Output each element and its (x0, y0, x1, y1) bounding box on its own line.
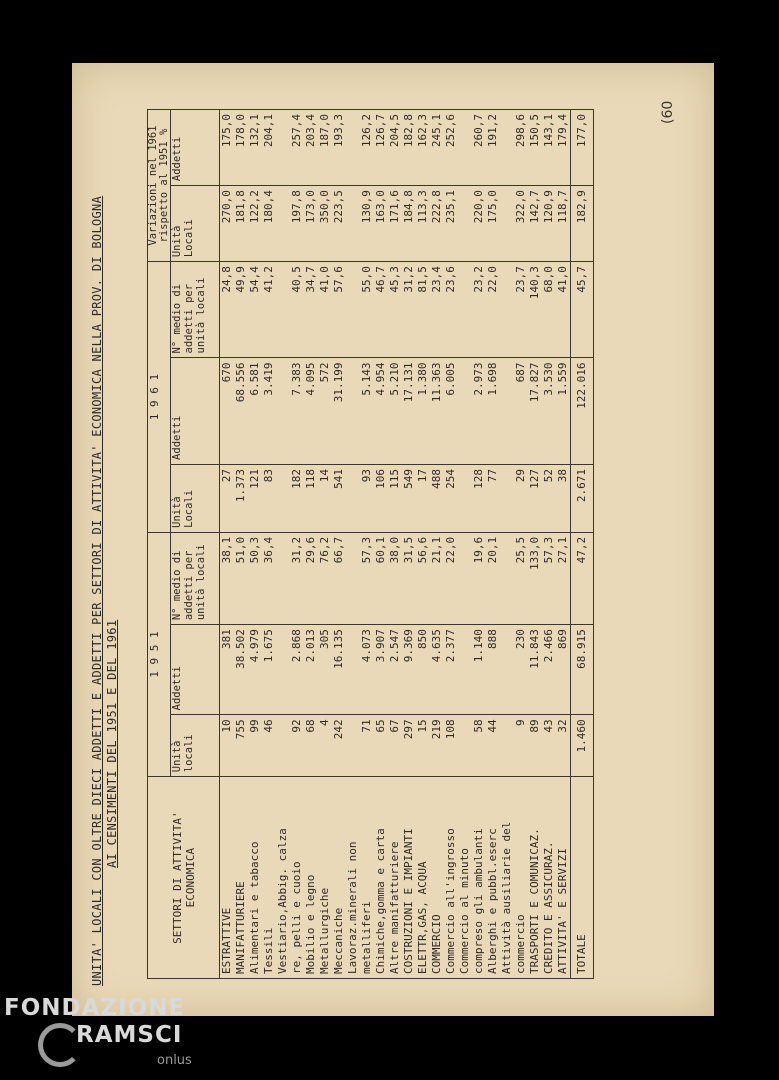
cell-va: 204,5 (388, 110, 402, 186)
cell-m61: 31,2 (402, 262, 416, 358)
cell-a61: 3.530 (542, 358, 556, 464)
data-table (147, 109, 594, 979)
cell-a61: 6.005 (444, 358, 458, 464)
page-note: (60 (660, 100, 676, 124)
sector-label: Metallurgiche (318, 777, 332, 979)
cell-u51: 9 (514, 715, 528, 777)
col-addetti-51: Addetti (171, 625, 220, 715)
document-page (72, 63, 714, 1016)
cell-u61: 115 (388, 464, 402, 532)
cell-va (346, 110, 360, 186)
cell-va: 191,2 (486, 110, 500, 186)
cell-m61: 23,2 (472, 262, 486, 358)
cell-vu: 197,8 (290, 186, 304, 262)
cell-u61: 549 (402, 464, 416, 532)
cell-va: 178,0 (234, 110, 248, 186)
sector-label: re, pelli e cuoio (290, 777, 304, 979)
cell-vu: 163,0 (374, 186, 388, 262)
cell-m61: 23,6 (444, 262, 458, 358)
cell-u61: 52 (542, 464, 556, 532)
col-medio-51: N° medio di addetti per unità locali (171, 532, 220, 624)
cell-vu: 130,9 (360, 186, 374, 262)
title-line-2: AI CENSIMENTI DEL 1951 E DEL 1961 (105, 619, 119, 868)
cell-a61: 4.095 (304, 358, 318, 464)
cell-m51 (346, 532, 360, 624)
table-row (388, 110, 402, 979)
cell-va: 132,1 (248, 110, 262, 186)
cell-va: 260,7 (472, 110, 486, 186)
table-body (220, 110, 571, 979)
table-row (514, 110, 528, 979)
sector-label: Lavoraz.minerali non (346, 777, 360, 979)
cell-vu: 350,0 (318, 186, 332, 262)
sector-label: Tessili (262, 777, 276, 979)
cell-u51: 65 (374, 715, 388, 777)
cell-u61: 254 (444, 464, 458, 532)
cell-a51: 381 (220, 625, 235, 715)
cell-vu: 118,7 (556, 186, 571, 262)
cell-va: 298,6 (514, 110, 528, 186)
table-row (276, 110, 290, 979)
table-row (416, 110, 430, 979)
cell-u61: 83 (262, 464, 276, 532)
cell-a61: 670 (220, 358, 235, 464)
cell-m51: 27,1 (556, 532, 571, 624)
cell-m61: 41,0 (318, 262, 332, 358)
cell-u51: 108 (444, 715, 458, 777)
cell-m61: 40,5 (290, 262, 304, 358)
header-variations: Variazioni nel 1961 rispetto al 1951 % (148, 110, 171, 262)
cell-va: 245,1 (430, 110, 444, 186)
table-row (374, 110, 388, 979)
cell-a51: 2.013 (304, 625, 318, 715)
sector-label: ELETTR,GAS, ACQUA (416, 777, 430, 979)
table-row (556, 110, 571, 979)
cell-u61: 127 (528, 464, 542, 532)
cell-a61 (346, 358, 360, 464)
cell-m51: 31,2 (290, 532, 304, 624)
sector-label: metalliferi (360, 777, 374, 979)
cell-a61: 17.827 (528, 358, 542, 464)
cell-u51 (458, 715, 472, 777)
cell-u61: 488 (430, 464, 444, 532)
total-u61: 2.671 (571, 464, 594, 532)
cell-u51: 71 (360, 715, 374, 777)
cell-va (458, 110, 472, 186)
cell-va: 143,1 (542, 110, 556, 186)
total-vu: 182,9 (571, 186, 594, 262)
sector-label: commercio (514, 777, 528, 979)
cell-vu: 173,0 (304, 186, 318, 262)
cell-m51 (276, 532, 290, 624)
cell-m51: 36,4 (262, 532, 276, 624)
cell-va: 179,4 (556, 110, 571, 186)
cell-u51: 99 (248, 715, 262, 777)
cell-a51: 2.466 (542, 625, 556, 715)
cell-a61: 6.581 (248, 358, 262, 464)
cell-u51: 755 (234, 715, 248, 777)
cell-m61: 55,0 (360, 262, 374, 358)
cell-vu: 181,8 (234, 186, 248, 262)
cell-m61: 46,7 (374, 262, 388, 358)
col-addetti-61: Addetti (171, 358, 220, 464)
cell-a61: 68.556 (234, 358, 248, 464)
sector-label: Alberghi e pubbl.eserc (486, 777, 500, 979)
table-row (304, 110, 318, 979)
cell-va (500, 110, 514, 186)
cell-m51: 133,0 (528, 532, 542, 624)
cell-u51: 4 (318, 715, 332, 777)
cell-u51 (346, 715, 360, 777)
header-year-1951: 1 9 5 1 (148, 532, 171, 776)
cell-m61: 34,7 (304, 262, 318, 358)
cell-m61: 54,4 (248, 262, 262, 358)
cell-a51: 1.140 (472, 625, 486, 715)
cell-m61: 23,4 (430, 262, 444, 358)
total-row (571, 110, 594, 979)
cell-u61 (500, 464, 514, 532)
cell-vu: 322,0 (514, 186, 528, 262)
cell-a61: 4.954 (374, 358, 388, 464)
logo-text-onlus: onlus (157, 1053, 192, 1068)
cell-a61: 17.131 (402, 358, 416, 464)
cell-va: 175,0 (220, 110, 235, 186)
cell-u61: 27 (220, 464, 235, 532)
table-row (402, 110, 416, 979)
cell-m61 (500, 262, 514, 358)
cell-a61 (276, 358, 290, 464)
header-sector: SETTORI DI ATTIVITA' ECONOMICA (148, 777, 220, 979)
cell-m61: 49,9 (234, 262, 248, 358)
cell-m61: 81,5 (416, 262, 430, 358)
cell-a51: 305 (318, 625, 332, 715)
cell-a51: 888 (486, 625, 500, 715)
sector-label: Commercio al minuto (458, 777, 472, 979)
cell-vu: 120,9 (542, 186, 556, 262)
sector-label: COMMERCIO (430, 777, 444, 979)
cell-m51: 56,6 (416, 532, 430, 624)
cell-a51: 869 (556, 625, 571, 715)
sector-label: compreso gli ambulanti (472, 777, 486, 979)
cell-a61: 31.199 (332, 358, 346, 464)
cell-m51: 29,6 (304, 532, 318, 624)
cell-va: 150,5 (528, 110, 542, 186)
logo-text-gramsci: RAMSCI (76, 1022, 183, 1048)
cell-u61 (276, 464, 290, 532)
title-line-1: UNITA' LOCALI CON OLTRE DIECI ADDETTI E ADDETTI PER SETTORI DI ATTIVITA' ECONOMICA NELLA PROV. DI BOLOGNA (90, 195, 104, 986)
table-row (220, 110, 235, 979)
cell-u61: 106 (374, 464, 388, 532)
cell-a61: 1.380 (416, 358, 430, 464)
sector-label: Meccaniche (332, 777, 346, 979)
cell-vu: 222,8 (430, 186, 444, 262)
cell-a61: 7.383 (290, 358, 304, 464)
cell-m51: 76,2 (318, 532, 332, 624)
cell-m51: 25,5 (514, 532, 528, 624)
cell-vu: 171,6 (388, 186, 402, 262)
sector-label: Vestiario,Abbig. calza (276, 777, 290, 979)
table-row (486, 110, 500, 979)
cell-u51: 89 (528, 715, 542, 777)
cell-vu (276, 186, 290, 262)
table-row (360, 110, 374, 979)
cell-m51: 51,0 (234, 532, 248, 624)
cell-u61: 128 (472, 464, 486, 532)
cell-u51: 32 (556, 715, 571, 777)
cell-u51: 67 (388, 715, 402, 777)
cell-u51: 10 (220, 715, 235, 777)
table-row (346, 110, 360, 979)
cell-m61: 68,0 (542, 262, 556, 358)
sector-label: TRASPORTI E COMUNICAZ. (528, 777, 542, 979)
sector-label: CREDITO E ASSICURAZ. (542, 777, 556, 979)
logo-text-fondazione: FONDAZIONE (4, 995, 186, 1021)
cell-vu (346, 186, 360, 262)
cell-u51 (500, 715, 514, 777)
cell-a61: 5.210 (388, 358, 402, 464)
table-row (332, 110, 346, 979)
cell-u51: 92 (290, 715, 304, 777)
cell-u61 (346, 464, 360, 532)
total-va: 177,0 (571, 110, 594, 186)
cell-m61: 45,3 (388, 262, 402, 358)
col-var-addetti: Addetti (171, 110, 220, 186)
cell-m61 (346, 262, 360, 358)
cell-u61 (458, 464, 472, 532)
cell-a61 (458, 358, 472, 464)
table-row (318, 110, 332, 979)
cell-a61: 5.143 (360, 358, 374, 464)
cell-m61: 57,6 (332, 262, 346, 358)
cell-vu: 220,0 (472, 186, 486, 262)
cell-m61: 23,7 (514, 262, 528, 358)
cell-a61: 572 (318, 358, 332, 464)
cell-va: 204,1 (262, 110, 276, 186)
table-row (248, 110, 262, 979)
sector-label: Alimentari e tabacco (248, 777, 262, 979)
cell-a51: 850 (416, 625, 430, 715)
cell-a51: 2.547 (388, 625, 402, 715)
cell-u61: 29 (514, 464, 528, 532)
cell-a51: 2.377 (444, 625, 458, 715)
fondazione-gramsci-logo (0, 995, 220, 1080)
cell-vu (500, 186, 514, 262)
cell-m51: 66,7 (332, 532, 346, 624)
cell-u61: 121 (248, 464, 262, 532)
cell-m51: 22,0 (444, 532, 458, 624)
cell-u61: 118 (304, 464, 318, 532)
total-a61: 122.016 (571, 358, 594, 464)
cell-va: 252,6 (444, 110, 458, 186)
cell-va: 193,3 (332, 110, 346, 186)
header-year-1961: 1 9 6 1 (148, 262, 171, 533)
table-row (528, 110, 542, 979)
cell-m51: 60,1 (374, 532, 388, 624)
cell-u51: 46 (262, 715, 276, 777)
cell-vu: 235,1 (444, 186, 458, 262)
cell-a51 (458, 625, 472, 715)
cell-u61: 17 (416, 464, 430, 532)
cell-a51: 4.073 (360, 625, 374, 715)
col-unita-61: Unità Locali (171, 464, 220, 532)
cell-m61: 22,0 (486, 262, 500, 358)
table-row (444, 110, 458, 979)
table-row (234, 110, 248, 979)
cell-a51 (276, 625, 290, 715)
cell-a51: 4.635 (430, 625, 444, 715)
table-row (262, 110, 276, 979)
cell-u51 (276, 715, 290, 777)
sector-label: ESTRATTIVE (220, 777, 235, 979)
table-row (430, 110, 444, 979)
cell-va: 187,0 (318, 110, 332, 186)
cell-a61: 3.419 (262, 358, 276, 464)
cell-a61: 1.559 (556, 358, 571, 464)
cell-a61: 1.698 (486, 358, 500, 464)
cell-m51: 57,3 (542, 532, 556, 624)
cell-vu: 142,7 (528, 186, 542, 262)
cell-va: 203,4 (304, 110, 318, 186)
cell-vu: 184,8 (402, 186, 416, 262)
rotated-content (72, 63, 714, 1016)
sector-label: ATTIVITA' E SERVIZI (556, 777, 571, 979)
cell-a61: 687 (514, 358, 528, 464)
sector-label: Commercio all'ingrosso (444, 777, 458, 979)
cell-u61: 1.373 (234, 464, 248, 532)
cell-a51: 38.502 (234, 625, 248, 715)
cell-u51: 297 (402, 715, 416, 777)
cell-va: 126,2 (360, 110, 374, 186)
document-title (90, 86, 120, 986)
cell-a51: 3.907 (374, 625, 388, 715)
cell-a51 (346, 625, 360, 715)
cell-va: 162,3 (416, 110, 430, 186)
cell-u61: 182 (290, 464, 304, 532)
cell-u51: 68 (304, 715, 318, 777)
cell-a61 (500, 358, 514, 464)
cell-va: 182,8 (402, 110, 416, 186)
sector-label: Chimiche,gomma e carta (374, 777, 388, 979)
cell-m51: 50,3 (248, 532, 262, 624)
table-row (290, 110, 304, 979)
cell-m61 (458, 262, 472, 358)
cell-m61: 41,0 (556, 262, 571, 358)
total-m51: 47,2 (571, 532, 594, 624)
cell-u51: 242 (332, 715, 346, 777)
cell-a51: 1.675 (262, 625, 276, 715)
table-row (500, 110, 514, 979)
cell-vu: 223,5 (332, 186, 346, 262)
total-label: TOTALE (571, 777, 594, 979)
cell-u61: 541 (332, 464, 346, 532)
cell-u61: 93 (360, 464, 374, 532)
cell-va: 126,7 (374, 110, 388, 186)
cell-vu: 113,3 (416, 186, 430, 262)
cell-m51: 19,6 (472, 532, 486, 624)
cell-a51: 230 (514, 625, 528, 715)
cell-a61: 11.363 (430, 358, 444, 464)
cell-m51 (500, 532, 514, 624)
cell-u61: 14 (318, 464, 332, 532)
cell-vu: 270,0 (220, 186, 235, 262)
sector-label: Attività ausiliarie del (500, 777, 514, 979)
col-var-unita: Unità Locali (171, 186, 220, 262)
col-unita-51: Unità locali (171, 715, 220, 777)
table-row (458, 110, 472, 979)
cell-a51: 11.843 (528, 625, 542, 715)
sector-label: Mobilio e legno (304, 777, 318, 979)
cell-vu: 175,0 (486, 186, 500, 262)
cell-a61: 2.973 (472, 358, 486, 464)
cell-u51: 219 (430, 715, 444, 777)
cell-a51: 9.369 (402, 625, 416, 715)
cell-m61 (276, 262, 290, 358)
cell-m51 (458, 532, 472, 624)
cell-vu: 122,2 (248, 186, 262, 262)
cell-a51 (500, 625, 514, 715)
cell-u51: 44 (486, 715, 500, 777)
cell-u51: 58 (472, 715, 486, 777)
cell-u51: 15 (416, 715, 430, 777)
sector-label: Altre manifatturiere (388, 777, 402, 979)
cell-m51: 21,1 (430, 532, 444, 624)
table-row (472, 110, 486, 979)
cell-m61: 41,2 (262, 262, 276, 358)
total-u51: 1.460 (571, 715, 594, 777)
cell-a51: 2.868 (290, 625, 304, 715)
cell-m61: 140,3 (528, 262, 542, 358)
total-a51: 68.915 (571, 625, 594, 715)
cell-va (276, 110, 290, 186)
cell-u51: 43 (542, 715, 556, 777)
col-medio-61: N° medio di addetti per unità locali (171, 262, 220, 358)
cell-vu (458, 186, 472, 262)
cell-m51: 31,5 (402, 532, 416, 624)
cell-m51: 57,3 (360, 532, 374, 624)
cell-u61: 38 (556, 464, 571, 532)
cell-m51: 38,1 (220, 532, 235, 624)
sector-label: MANIFATTURIERE (234, 777, 248, 979)
cell-m61: 24,8 (220, 262, 235, 358)
cell-m51: 38,0 (388, 532, 402, 624)
cell-va: 257,4 (290, 110, 304, 186)
table-row (542, 110, 556, 979)
sector-label: COSTRUZIONI E IMPIANTI (402, 777, 416, 979)
cell-m51: 20,1 (486, 532, 500, 624)
cell-u61: 77 (486, 464, 500, 532)
cell-a51: 16.135 (332, 625, 346, 715)
total-m61: 45,7 (571, 262, 594, 358)
cell-vu: 180,4 (262, 186, 276, 262)
cell-a51: 4.979 (248, 625, 262, 715)
